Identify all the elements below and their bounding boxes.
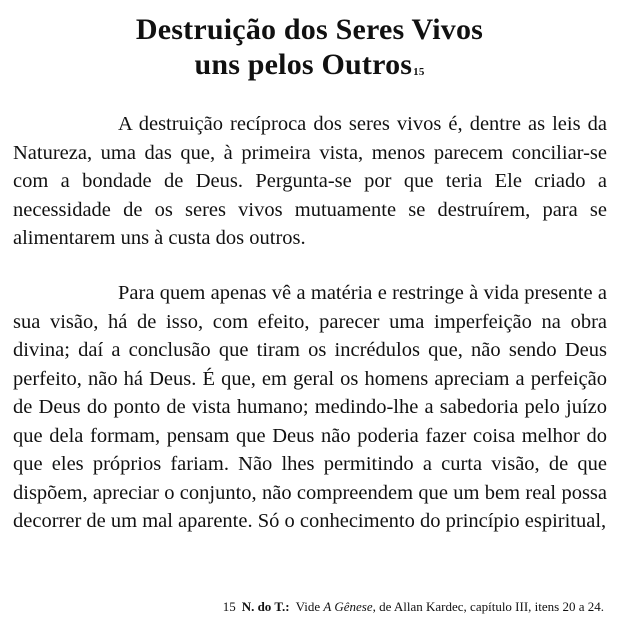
chapter-title	[0, 12, 619, 82]
footnote-suffix: , de Allan Kardec, capítulo III, itens 20 a 24.	[372, 599, 604, 614]
chapter-title-line-1: Destruição dos Seres Vivos	[135, 13, 484, 46]
footnote-prefix: Vide	[295, 599, 321, 614]
footnote-number: 15	[222, 599, 236, 614]
chapter-title-line-2	[0, 47, 619, 82]
chapter-title-line-2-text: uns pelos Outros	[194, 48, 413, 81]
paragraph-2: Para quem apenas vê a matéria e restringe à vida presente a sua visão, há de isso, com efeito, parecer uma imperfeição na obra divina; daí a conclusão que tiram os incrédulos que, não sendo Deus perfeito, não há Deus. É que, em geral os homens apreciam a perfeição de Deus do ponto de vista humano; medindo-lhe a sabedoria pelo juízo que dela formam, pensam que Deus não poderia fazer coisa melhor do que eles próprios fariam. Não lhes permitindo a curta visão, de que dispõem, apreciar o conjunto, não compreendem que um bem real possa decorrer de um mal aparente. Só o conhecimento do princípio espiritual,	[13, 282, 607, 532]
footnote-book-title: A Gênese	[323, 599, 373, 614]
footnote	[0, 598, 604, 616]
footnote-reference[interactable]: 15	[413, 66, 425, 78]
paragraph-1: A destruição recíproca dos seres vivos é, dentre as leis da Natureza, uma das que, à primeira vista, menos parecem conciliar-se com a bondade de Deus. Pergunta-se por que teria Ele criado a necessidade de os seres vivos mutuamente se destruírem, para se alimentarem uns à custa dos outros.	[13, 113, 607, 249]
footnote-label: N. do T.:	[241, 599, 290, 614]
